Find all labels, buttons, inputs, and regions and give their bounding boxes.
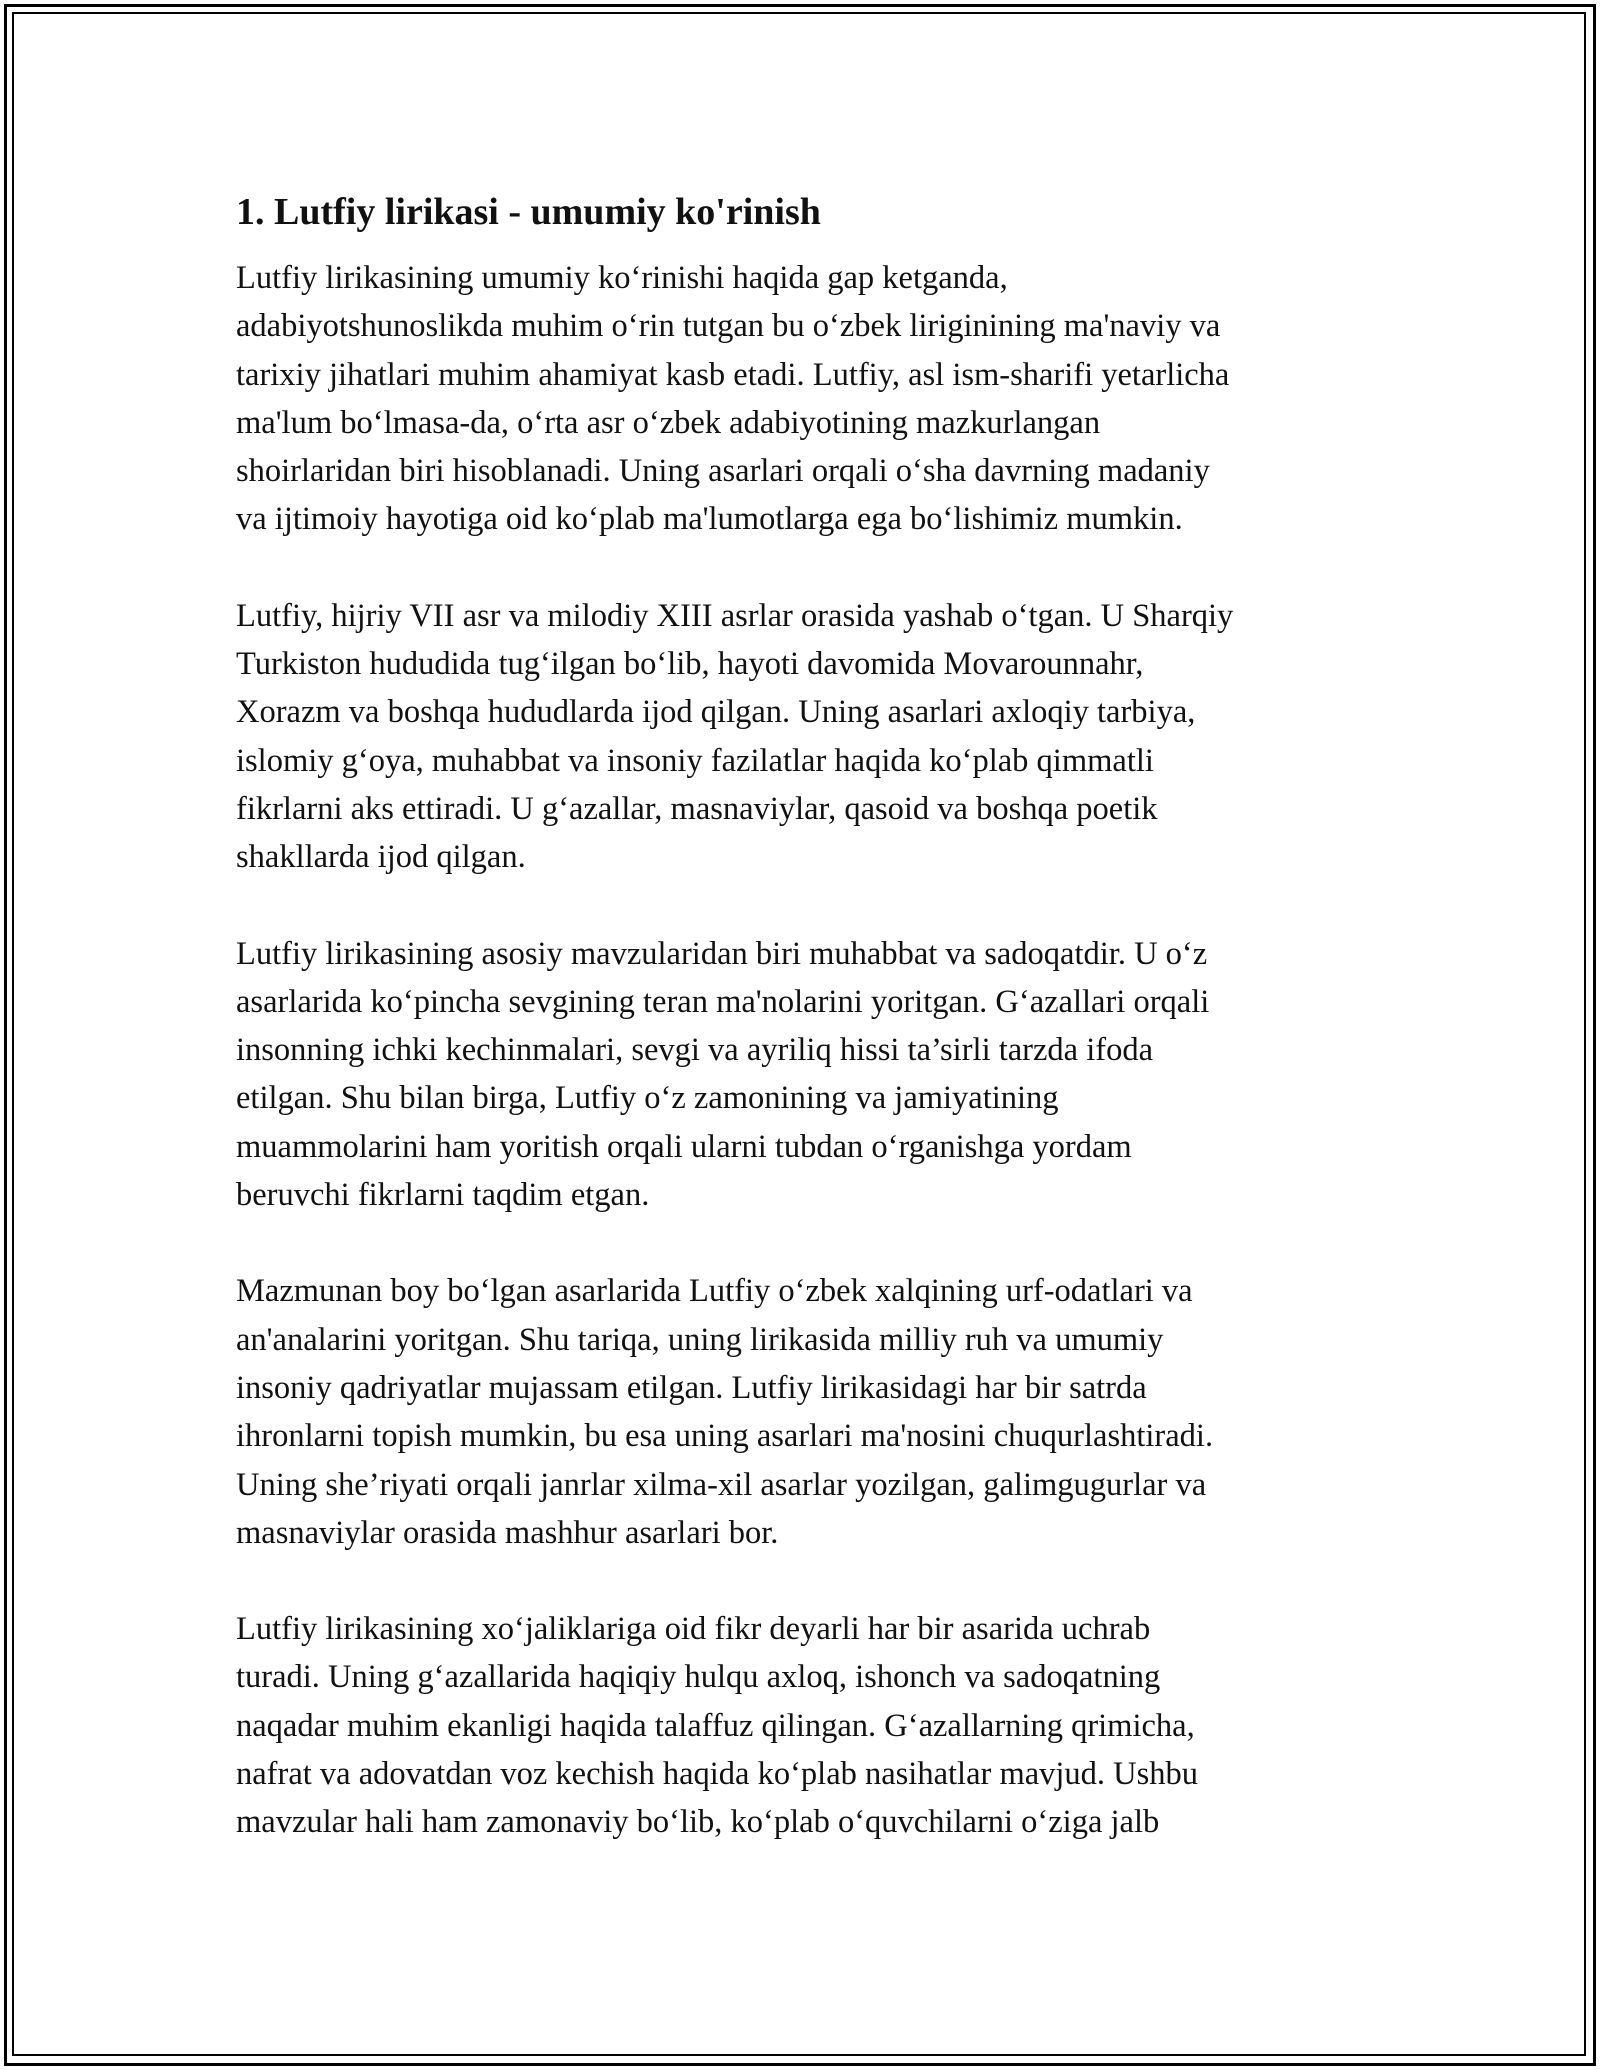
text-line: nafrat va adovatdan voz kechish haqida ko‘plab nasihatlar mavjud. Ushbu bbox=[236, 1756, 1199, 1793]
text-line: ma'lum bo‘lmasa-da, o‘rta asr o‘zbek adabiyotining mazkurlangan bbox=[236, 404, 1101, 441]
text-line: fikrlarni aks ettiradi. U g‘azallar, masnaviylar, qasoid va boshqa poetik bbox=[236, 790, 1158, 827]
text-line: va ijtimoiy hayotiga oid ko‘plab ma'lumotlarga ega bo‘lishimiz mumkin. bbox=[236, 501, 1183, 538]
text-line: Turkiston hududida tug‘ilgan bo‘lib, hayoti davomida Movarounnahr, bbox=[236, 646, 1144, 683]
paragraph-5 bbox=[236, 1605, 1376, 1846]
text-line: ihronlarni topish mumkin, bu esa uning asarlari ma'nosini chuqurlashtiradi. bbox=[236, 1418, 1214, 1455]
text-line: turadi. Uning g‘azallarida haqiqiy hulqu axloq, ishonch va sadoqatning bbox=[236, 1659, 1161, 1696]
text-line: Xorazm va boshqa hududlarda ijod qilgan. Uning asarlari axloqiy tarbiya, bbox=[236, 694, 1196, 731]
text-line: Uning she’riyati orqali janrlar xilma-xil asarlar yozilgan, galimgugurlar va bbox=[236, 1466, 1207, 1503]
paragraph-1 bbox=[236, 254, 1376, 544]
text-line: etilgan. Shu bilan birga, Lutfiy o‘z zamonining va jamiyatining bbox=[236, 1080, 1059, 1117]
text-line: adabiyotshunoslikda muhim o‘rin tutgan bu o‘zbek liriginining ma'naviy va bbox=[236, 308, 1221, 345]
text-line: masnaviylar orasida mashhur asarlari bor. bbox=[236, 1514, 779, 1551]
text-line: Mazmunan boy bo‘lgan asarlarida Lutfiy o‘zbek xalqining urf-odatlari va bbox=[236, 1273, 1193, 1310]
page-title: 1. Lutfiy lirikasi - umumiy ko'rinish bbox=[236, 191, 821, 233]
text-line: muammolarini ham yoritish orqali ularni tubdan o‘rganishga yordam bbox=[236, 1128, 1132, 1165]
text-line: tarixiy jihatlari muhim ahamiyat kasb etadi. Lutfiy, asl ism-sharifi yetarlicha bbox=[236, 356, 1230, 393]
text-line: Lutfiy lirikasining xo‘jaliklariga oid fikr deyarli har bir asarida uchrab bbox=[236, 1611, 1151, 1648]
text-line: naqadar muhim ekanligi haqida talaffuz qilingan. G‘azallarning qrimicha, bbox=[236, 1707, 1195, 1744]
text-line: Lutfiy lirikasining umumiy ko‘rinishi haqida gap ketganda, bbox=[236, 260, 1008, 296]
text-line: insonning ichki kechinmalari, sevgi va ayriliq hissi ta’sirli tarzda ifoda bbox=[236, 1032, 1153, 1069]
text-line: Lutfiy lirikasining asosiy mavzularidan biri muhabbat va sadoqatdir. U o‘z bbox=[236, 935, 1208, 972]
text-line: islomiy g‘oya, muhabbat va insoniy fazilatlar haqida ko‘plab qimmatli bbox=[236, 742, 1154, 779]
text-line: asarlarida ko‘pincha sevgining teran ma'nolarini yoritgan. G‘azallari orqali bbox=[236, 983, 1210, 1020]
text-line: insoniy qadriyatlar mujassam etilgan. Lutfiy lirikasidagi har bir satrda bbox=[236, 1369, 1147, 1406]
text-line: an'analarini yoritgan. Shu tariqa, uning lirikasida milliy ruh va umumiy bbox=[236, 1321, 1164, 1358]
text-line: mavzular hali ham zamonaviy bo‘lib, ko‘plab o‘quvchilarni o‘ziga jalb bbox=[236, 1804, 1160, 1841]
paragraph-4 bbox=[236, 1267, 1376, 1557]
text-line: shakllarda ijod qilgan. bbox=[236, 839, 526, 876]
text-line: shoirlaridan biri hisoblanadi. Uning asarlari orqali o‘sha davrning madaniy bbox=[236, 453, 1210, 490]
text-line: beruvchi fikrlarni taqdim etgan. bbox=[236, 1177, 650, 1214]
text-line: Lutfiy, hijriy VII asr va milodiy XIII asrlar orasida yashab o‘tgan. U Sharqiy bbox=[236, 597, 1234, 634]
document-body bbox=[236, 186, 1376, 1895]
paragraph-3 bbox=[236, 930, 1376, 1220]
paragraph-2 bbox=[236, 592, 1376, 882]
